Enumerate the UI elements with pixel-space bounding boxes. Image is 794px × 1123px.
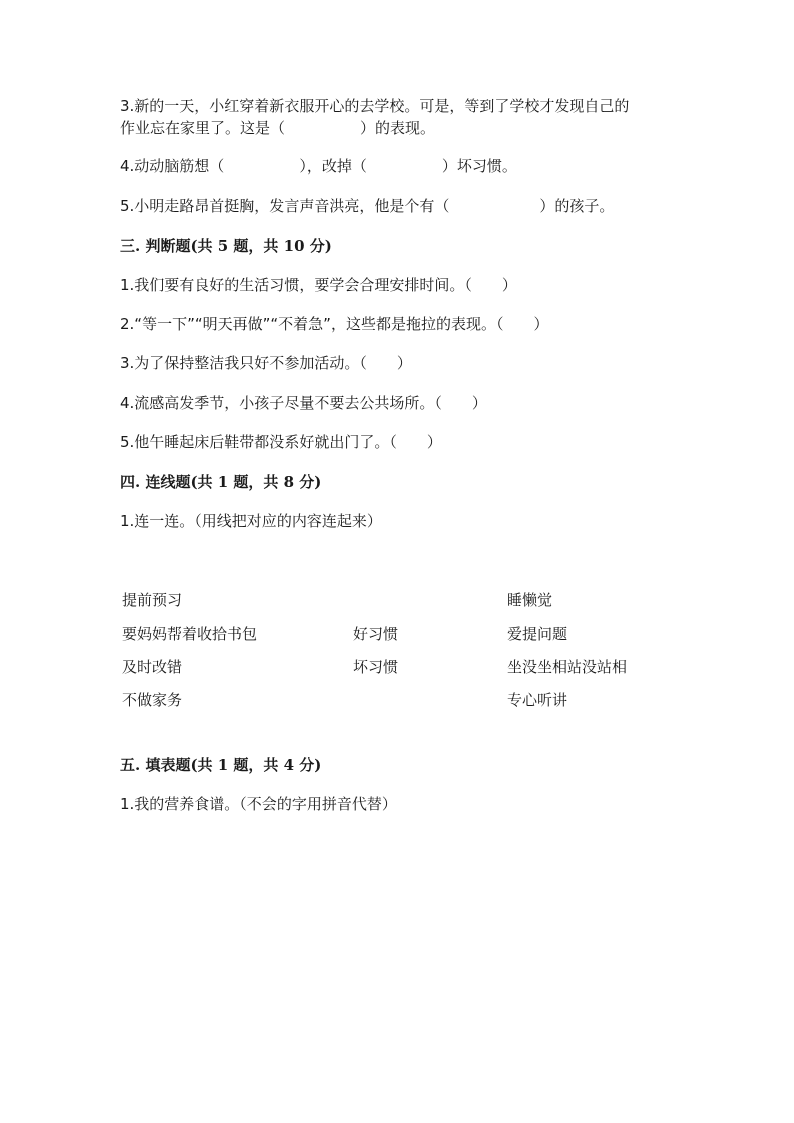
judge-question-1: 1.我们要有良好的生活习惯，要学会合理安排时间。（ ） [120,276,517,294]
match-right-item: 专心听讲 [507,691,568,709]
match-right-item: 爱提问题 [507,625,568,643]
table-section-heading: 五. 填表题(共 1 题，共 4 分) [120,756,322,774]
q4-text: 4.动动脑筋想（ ），改掉（ ）坏习惯。 [120,157,517,175]
match-middle-item: 好习惯 [353,625,399,643]
match-question: 1.连一连。（用线把对应的内容连起来） [120,512,382,530]
match-left-item: 要妈妈帮着收拾书包 [122,625,258,643]
judge-question-3: 3.为了保持整洁我只好不参加活动。（ ） [120,354,412,372]
judge-section-heading: 三. 判断题(共 5 题，共 10 分) [120,237,332,255]
q3-line2: 作业忘在家里了。这是（ ）的表现。 [120,119,436,137]
match-left-item: 不做家务 [122,691,183,709]
match-section-heading: 四. 连线题(共 1 题，共 8 分) [120,473,322,491]
match-middle-item: 坏习惯 [353,658,399,676]
q5-text: 5.小明走路昂首挺胸，发言声音洪亮，他是个有（ ）的孩子。 [120,197,615,215]
match-right-item: 睡懒觉 [507,591,553,609]
match-right-item: 坐没坐相站没站相 [507,658,628,676]
table-question: 1.我的营养食谱。（不会的字用拼音代替） [120,795,397,813]
judge-question-5: 5.他午睡起床后鞋带都没系好就出门了。（ ） [120,433,442,451]
judge-question-2: 2.“等一下”“明天再做”“不着急”，这些都是拖拉的表现。（ ） [120,315,549,333]
match-left-item: 及时改错 [122,658,183,676]
judge-question-4: 4.流感高发季节，小孩子尽量不要去公共场所。（ ） [120,394,487,412]
q3-line1: 3.新的一天，小红穿着新衣服开心的去学校。可是，等到了学校才发现自己的 [120,97,630,115]
match-left-item: 提前预习 [122,591,183,609]
